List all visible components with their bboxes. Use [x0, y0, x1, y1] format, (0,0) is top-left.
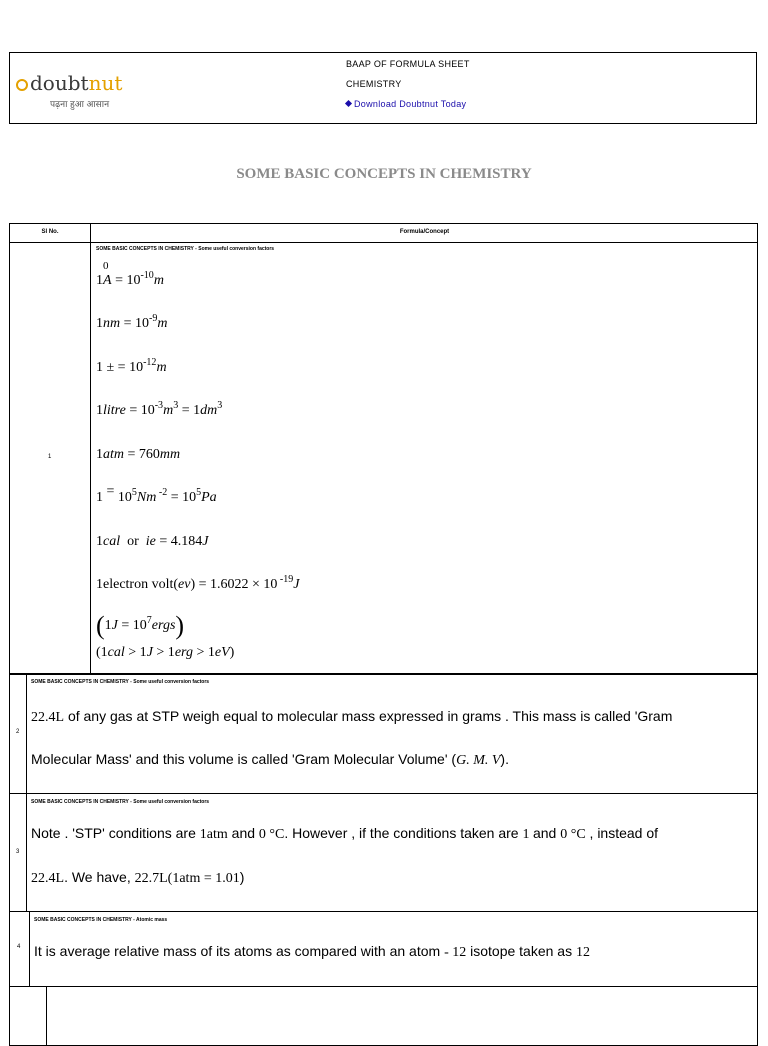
row-number: 1 [48, 454, 52, 460]
formula-electron-volt: 1electron volt(ev) = 1.6022 × 10 $^{-19}$J [96, 574, 300, 592]
download-link-label: Download Doubtnut Today [354, 99, 467, 109]
sheet-title: BAAP OF FORMULA SHEET [346, 59, 470, 69]
header-box [9, 52, 757, 124]
formula-header: Formula/Concept [399, 229, 450, 235]
download-link[interactable] [346, 99, 466, 109]
formula-angstrom: $1A = 10^{-10}m$ [96, 270, 164, 288]
formula-calorie: 1cal or ie = 4.184J [96, 534, 209, 549]
formula-litre: 1litre = $10^{-3}m^3 = 1dm^3$ [96, 400, 223, 418]
doubtnut-logo[interactable] [16, 71, 126, 111]
formula-nanometre: $1nm = 10^{-9}m$ [96, 313, 168, 331]
row-caption: SOME BASIC CONCEPTS IN CHEMISTRY - Some useful conversion factors [31, 799, 210, 805]
formula-pascal: $1 = 10^5Nm$ $^{-2} = 10^5Pa$ [96, 484, 217, 505]
logo-text-accent: nut [88, 71, 123, 95]
row-caption: SOME BASIC CONCEPTS IN CHEMISTRY - Some useful conversion factors [96, 246, 275, 252]
row-text-line: 22.4L. We have, 22.7L(1atm = 1.01) [31, 869, 245, 886]
logo-text-main: doubt [30, 71, 89, 95]
row-text-line: Molecular Mass' and this volume is called 'Gram Molecular Volume' (G. M. V). [31, 751, 509, 768]
table-row [9, 793, 758, 912]
formula-joule-ergs: $(1J = 10^7ergs)$ [96, 611, 185, 640]
formula-energy-order: (1cal > 1J > 1erg > 1eV) [96, 645, 235, 660]
diamond-bullet-icon [345, 100, 352, 107]
row-text-line: 22.4L of any gas at STP weigh equal to molecular mass expressed in grams . This mass is called 'Gram [31, 708, 673, 725]
page-title: SOME BASIC CONCEPTS IN CHEMISTRY [236, 166, 532, 182]
table-row [9, 986, 758, 1046]
logo-wordmark [16, 71, 122, 95]
sn-header: Sl No. [41, 229, 59, 235]
formula-picometre: 1 ± = $10^{-12}m$ [96, 357, 167, 375]
row-text-line: It is average relative mass of its atoms as compared with an atom - 12 isotope taken as 12 [34, 943, 590, 960]
angstrom-ring: 0 [103, 260, 109, 272]
logo-mark-icon [16, 79, 28, 91]
subject-label: CHEMISTRY [346, 79, 402, 89]
row-text-line: Note . 'STP' conditions are 1atm and 0 °C. However , if the conditions taken are 1 and 0 °C , instead of [31, 825, 659, 842]
row-caption: SOME BASIC CONCEPTS IN CHEMISTRY - Some useful conversion factors [31, 679, 210, 685]
row-caption: SOME BASIC CONCEPTS IN CHEMISTRY - Atomic mass [34, 917, 168, 923]
formula-atm: 1atm = 760mm [96, 447, 181, 462]
table-row [9, 674, 758, 794]
sn-cell [9, 986, 47, 1046]
row-number: 2 [16, 729, 20, 735]
logo-tagline: पढ़ना हुआ आसान [50, 99, 110, 109]
row-number: 4 [17, 944, 21, 950]
row-number: 3 [16, 849, 20, 855]
